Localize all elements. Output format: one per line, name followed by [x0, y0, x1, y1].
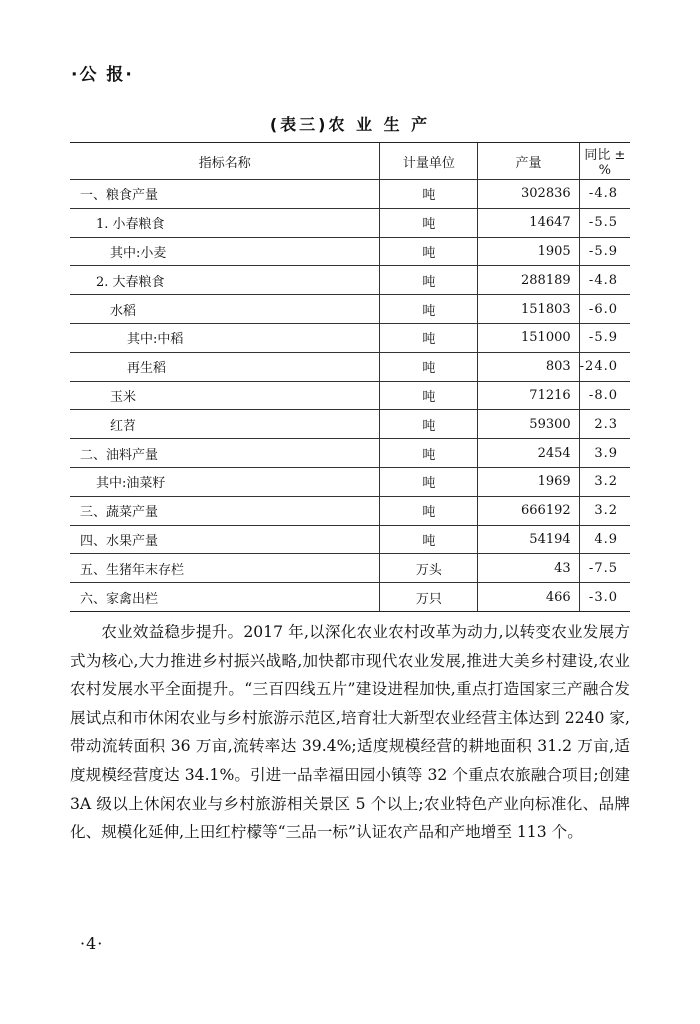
yoy-cell: -24.0 — [579, 352, 630, 381]
indicator-cell: 2. 大春粮食 — [70, 266, 380, 295]
indicator-cell: 玉米 — [70, 381, 380, 410]
unit-cell: 吨 — [380, 323, 478, 352]
yoy-cell: -4.8 — [579, 266, 630, 295]
table-row — [70, 208, 630, 237]
indicator-cell: 三、蔬菜产量 — [70, 496, 380, 525]
table-row — [70, 496, 630, 525]
unit-cell: 吨 — [380, 381, 478, 410]
yoy-cell: -5.5 — [579, 208, 630, 237]
unit-cell: 吨 — [380, 439, 478, 468]
indicator-cell: 一、粮食产量 — [70, 180, 380, 209]
unit-cell: 吨 — [380, 295, 478, 324]
unit-cell: 吨 — [380, 352, 478, 381]
yoy-cell: 3.2 — [579, 496, 630, 525]
output-cell: 288189 — [478, 266, 579, 295]
table-title: (表三)农 业 生 产 — [269, 115, 431, 134]
unit-cell: 万只 — [380, 583, 478, 612]
indicator-cell: 其中:油菜籽 — [70, 467, 380, 496]
column-header-yoy: 同比 ± % — [579, 143, 630, 180]
table-header-row — [70, 143, 630, 180]
table-row — [70, 554, 630, 583]
output-cell: 1969 — [478, 467, 579, 496]
output-cell: 151000 — [478, 323, 579, 352]
yoy-cell: 3.9 — [579, 439, 630, 468]
agriculture-production-table — [70, 142, 630, 612]
bulletin-header: ·公 报· — [71, 65, 134, 85]
unit-cell: 吨 — [380, 410, 478, 439]
table-row — [70, 439, 630, 468]
indicator-cell: 其中:中稻 — [70, 323, 380, 352]
page-number: ·4· — [80, 934, 104, 953]
column-header-unit: 计量单位 — [380, 143, 478, 180]
yoy-cell: 3.2 — [579, 467, 630, 496]
table-row — [70, 352, 630, 381]
yoy-cell: -8.0 — [579, 381, 630, 410]
unit-cell: 万头 — [380, 554, 478, 583]
output-cell: 43 — [478, 554, 579, 583]
yoy-cell: -5.9 — [579, 237, 630, 266]
output-cell: 54194 — [478, 525, 579, 554]
body-paragraph: 农业效益稳步提升。2017 年,以深化农业农村改革为动力,以转变农业发展方式为核心,大力推进乡村振兴战略,加快都市现代农业发展,推进大美乡村建设,农业农村发展水平全面提升。“三百四线五片”建设进程加快,重点打造国家三产融合发展试点和市休闲农业与乡村旅游示范区,培育壮大新型农业经营主体达到 2240 家,带动流转面积 36 万亩,流转率达 39.4%;适度规模经营的耕地面积 31.2 万亩,适度规模经营度达 34.1%。引进一品幸福田园小镇等 32 个重点农旅融合项目;创建 3A 级以上休闲农业与乡村旅游相关景区 5 个以上;农业特色产业向标准化、品牌化、规模化延伸,上田红柠檬等“三品一标”认证农产品和产地增至 113 个。 — [70, 623, 630, 842]
table-row — [70, 381, 630, 410]
indicator-cell: 其中:小麦 — [70, 237, 380, 266]
table-row — [70, 410, 630, 439]
indicator-cell: 四、水果产量 — [70, 525, 380, 554]
table-row — [70, 323, 630, 352]
output-cell: 666192 — [478, 496, 579, 525]
yoy-cell: 4.9 — [579, 525, 630, 554]
output-cell: 59300 — [478, 410, 579, 439]
indicator-cell: 水稻 — [70, 295, 380, 324]
indicator-cell: 再生稻 — [70, 352, 380, 381]
table-row — [70, 583, 630, 612]
indicator-cell: 五、生猪年末存栏 — [70, 554, 380, 583]
output-cell: 803 — [478, 352, 579, 381]
table-row — [70, 467, 630, 496]
output-cell: 2454 — [478, 439, 579, 468]
indicator-cell: 二、油料产量 — [70, 439, 380, 468]
output-cell: 151803 — [478, 295, 579, 324]
column-header-indicator: 指标名称 — [70, 143, 380, 180]
table-row — [70, 295, 630, 324]
unit-cell: 吨 — [380, 237, 478, 266]
unit-cell: 吨 — [380, 525, 478, 554]
yoy-cell: 2.3 — [579, 410, 630, 439]
column-header-output: 产量 — [478, 143, 579, 180]
table-row — [70, 525, 630, 554]
output-cell: 1905 — [478, 237, 579, 266]
yoy-cell: -4.8 — [579, 180, 630, 209]
output-cell: 14647 — [478, 208, 579, 237]
output-cell: 466 — [478, 583, 579, 612]
unit-cell: 吨 — [380, 496, 478, 525]
indicator-cell: 1. 小春粮食 — [70, 208, 380, 237]
table-row — [70, 266, 630, 295]
yoy-cell: -5.9 — [579, 323, 630, 352]
indicator-cell: 六、家禽出栏 — [70, 583, 380, 612]
output-cell: 71216 — [478, 381, 579, 410]
unit-cell: 吨 — [380, 180, 478, 209]
unit-cell: 吨 — [380, 208, 478, 237]
table-row — [70, 237, 630, 266]
yoy-cell: -7.5 — [579, 554, 630, 583]
indicator-cell: 红苕 — [70, 410, 380, 439]
output-cell: 302836 — [478, 180, 579, 209]
unit-cell: 吨 — [380, 467, 478, 496]
yoy-cell: -3.0 — [579, 583, 630, 612]
table-row — [70, 180, 630, 209]
unit-cell: 吨 — [380, 266, 478, 295]
yoy-cell: -6.0 — [579, 295, 630, 324]
